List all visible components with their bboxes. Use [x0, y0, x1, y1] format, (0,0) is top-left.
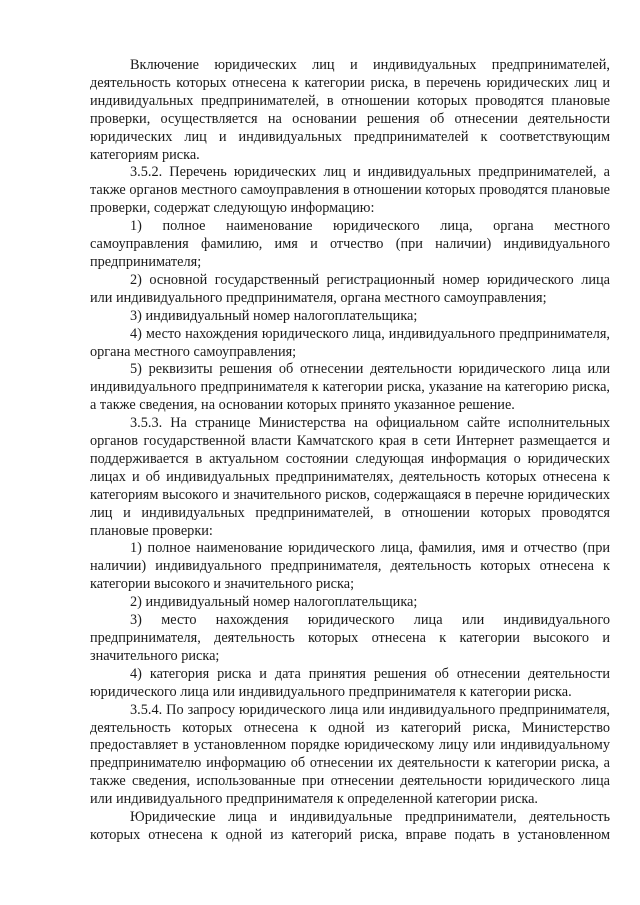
list-item-full-name-2: 1) полное наименование юридического лица, фамилия, имя и отчество (при наличии) индивидуального предпринимателя, деятельность которых отнесена к категории высокого и значительного риска; — [90, 540, 610, 593]
paragraph-final: Юридические лица и индивидуальные предприниматели, деятельность которых отнесена к одной из категорий риска, вправе подать в установленном — [90, 809, 610, 843]
list-item-full-name: 1) полное наименование юридического лица, органа местного самоуправления фамилию, имя и отчество (при наличии) индивидуального предпринимателя; — [90, 218, 610, 270]
list-item-risk-category: 4) категория риска и дата принятия решения об отнесении деятельности юридического лица или индивидуального предпринимателя к категории риска. — [90, 665, 610, 700]
list-item-decision-details: 5) реквизиты решения об отнесении деятельности юридического лица или индивидуального предпринимателя к категории риска, указание на категорию риска, а также сведения, на основании которых принято указанное решение. — [90, 361, 610, 414]
list-item-tax-number: 3) индивидуальный номер налогоплательщика; — [130, 307, 418, 324]
paragraph-3-5-2: 3.5.2. Перечень юридических лиц и индивидуальных предпринимателей, а также органов местного самоуправления в отношении которых проводятся плановые проверки, содержат следующую информацию: — [90, 164, 610, 217]
list-item-location: 4) место нахождения юридического лица, индивидуального предпринимателя, органа местного самоуправления; — [90, 325, 610, 360]
list-item-registration-number: 2) основной государственный регистрационный номер юридического лица или индивидуального предпринимателя, органа местного самоуправления; — [90, 271, 610, 306]
document-page — [90, 57, 610, 845]
paragraph-3-5-4: 3.5.4. По запросу юридического лица или индивидуального предпринимателя, деятельность которых отнесена к одной из категорий риска, Министерство предоставляет в установленном порядке юридическому лицу или индивидуальному предпринимателю информацию об отнесении их деятельности к категории риска, а также сведения, использованные при отнесении деятельности юридического лица или индивидуального предпринимателя к определенной категории риска. — [90, 701, 610, 808]
paragraph-3-5-3: 3.5.3. На странице Министерства на официальном сайте исполнительных органов государственной власти Камчатского края в сети Интернет размещается и поддерживается в актуальном состоянии следующая информация о юридических лицах и об индивидуальных предпринимателях, деятельность которых отнесена к категориям высокого и значительного рисков, содержащаяся в перечне юридических лиц и индивидуальных предпринимателей, в отношении которых проводятся плановые проверки: — [90, 415, 610, 539]
paragraph-inclusion: Включение юридических лиц и индивидуальных предпринимателей, деятельность которых отнесена к категории риска, в перечень юридических лиц и индивидуальных предпринимателей, в отношении которых проводятся плановые проверки, осуществляется на основании решения об отнесении деятельности юридических лиц и индивидуальных предпринимателей к соответствующим категориям риска. — [90, 57, 610, 163]
list-item-tax-number-2: 2) индивидуальный номер налогоплательщика; — [130, 594, 418, 611]
list-item-location-2: 3) место нахождения юридического лица или индивидуального предпринимателя, деятельность которых отнесена к категории высокого и значительного риска; — [90, 612, 610, 664]
